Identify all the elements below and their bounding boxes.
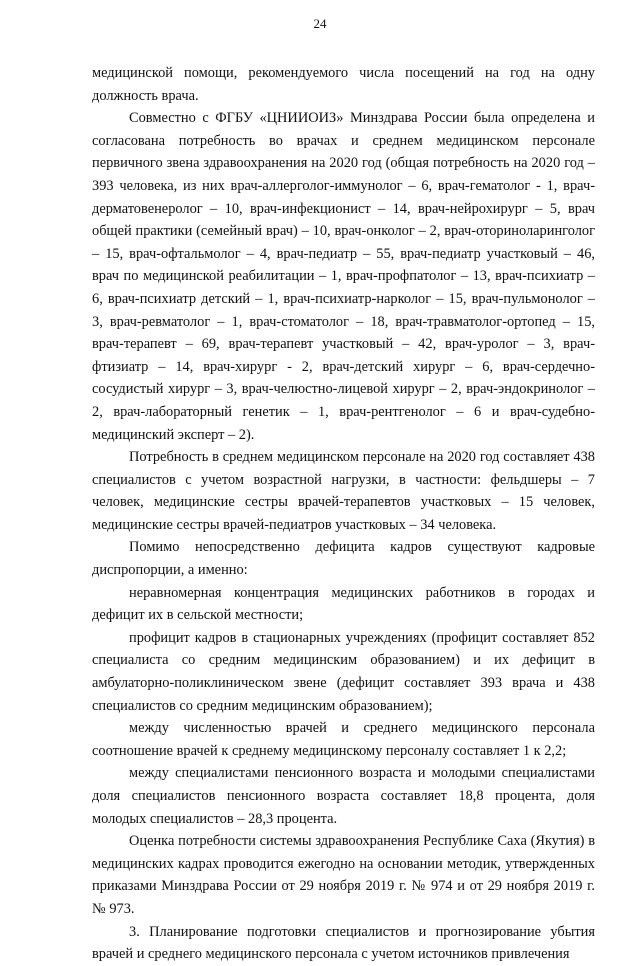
paragraph: между численностью врачей и среднего медицинского персонала соотношение врачей к среднему медицинскому персоналу составляет 1 к 2,2; [92,720,595,759]
paragraph: неравномерная концентрация медицинских работников в городах и дефицит их в сельской местности; [92,584,595,624]
paragraph: Оценка потребности системы здравоохранения Республике Саха (Якутия) в медицинских кадрах проводится ежегодно на основании методик, утвержденных приказами Минздрава России от 29 ноября 2019 г. № 974 и от 29 ноября 2019 г. № 973. [92,833,595,917]
paragraph: Потребность в среднем медицинском персонале на 2020 год составляет 438 специалистов с учетом возрастной нагрузки, в частности: фельдшеры – 7 человек, медицинские сестры врачей-терапевтов участковых – 15 человек, медицинские сестры врачей-педиатров участковых – 34 человека. [92,449,595,533]
page-number: 24 [313,16,327,31]
paragraph: Помимо непосредственно дефицита кадров существуют кадровые диспропорции, а именно: [92,539,595,579]
paragraph: Совместно с ФГБУ «ЦНИИОИЗ» Минздрава России была определена и согласована потребность во врачах и среднем медицинском персонале первичного звена здравоохранения на 2020 год (общая потребность на 2020 год – 393 человека, из них врач-аллерголог-иммунолог – 6, врач-гематолог - 1, врач-дерматовенеролог – 10, врач-инфекционист – 14, врач-нейрохирург – 5, врач общей практики (семейный врач) – 10, врач-онколог – 2, врач-оториноларинголог – 15, врач-офтальмолог – 4, врач-педиатр – 55, врач-педиатр участковый – 46, врач по медицинской реабилитации – 1, врач-профпатолог – 13, врач-психиатр – 6, врач-психиатр детский – 1, врач-психиатр-нарколог – 15, врач-пульмонолог – 3, врач-ревматолог – 1, врач-стоматолог – 18, врач-травматолог-ортопед – 15, врач-терапевт – 69, врач-терапевт участковый – 42, врач-уролог – 3, врач-фтизиатр – 14, врач-хирург - 2, врач-детский хирург – 6, врач-сердечно-сосудистый хирург – 3, врач-челюстно-лицевой хирург – 2, врач-эндокринолог – 2, врач-лабораторный генетик – 1, врач-рентгенолог – 6 и врач-судебно-медицинский эксперт – 2). [92,110,595,443]
paragraph: 3. Планирование подготовки специалистов и прогнозирование убытия врачей и среднего медицинского персонала с учетом источников привлечения [92,923,595,963]
document-body [92,62,595,966]
paragraph: профицит кадров в стационарных учреждениях (профицит составляет 852 специалиста со средним медицинским образованием) и их дефицит в амбулаторно-поликлиническом звене (дефицит составляет 393 врача и 438 специалистов со средним медицинским образованием); [92,629,595,714]
paragraph: между специалистами пенсионного возраста и молодыми специалистами доля специалистов пенсионного возраста составляет 18,8 процента, доля молодых специалистов – 28,3 процента. [92,765,595,827]
paragraph: медицинской помощи, рекомендуемого числа посещений на год на одну должность врача. [92,65,595,104]
